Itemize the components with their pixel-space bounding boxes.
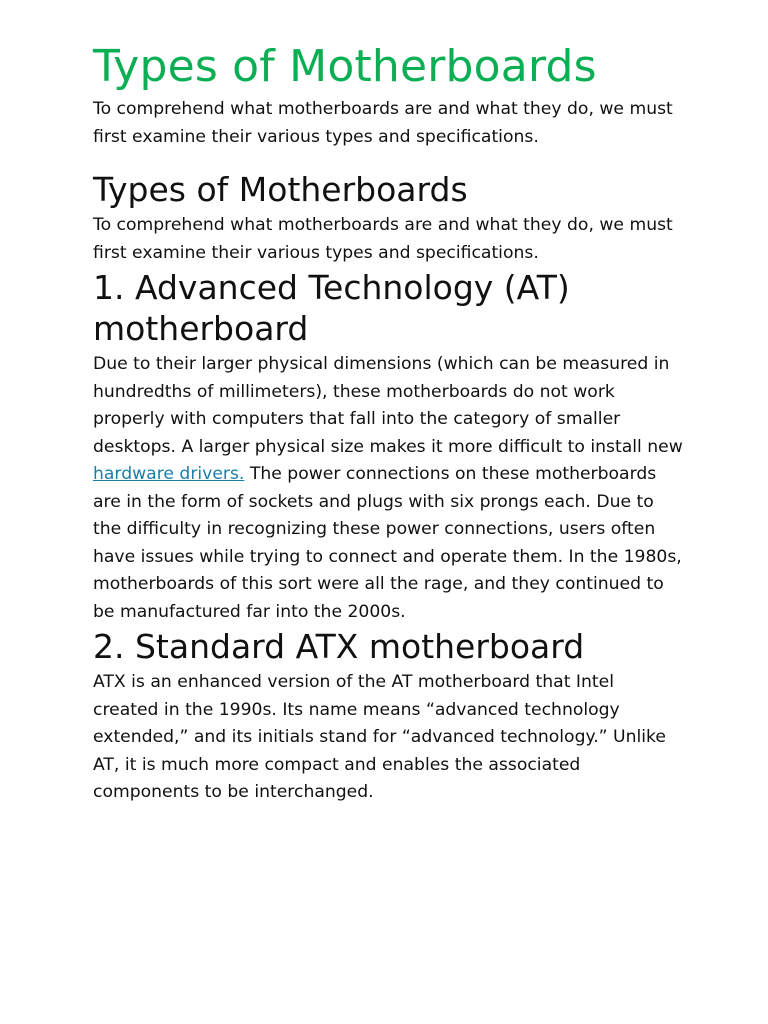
section-heading-at: 1. Advanced Technology (AT) motherboard xyxy=(93,268,570,348)
document-page xyxy=(93,38,683,807)
section-heading-atx: 2. Standard ATX motherboard xyxy=(93,627,585,666)
at-text-after-link: The power connections on these motherboards are in the form of sockets and plugs with six prongs each. Due to the difficulty in recognizing these power connections, users often have issues while trying to connect and operate them. In the 1980s, motherboards of this sort were all the rage, and they continued to be manufactured far into the 2000s. xyxy=(93,464,682,622)
page-title: Types of Motherboards xyxy=(93,41,597,92)
section-heading-types: Types of Motherboards xyxy=(93,170,468,209)
hardware-drivers-link[interactable]: hardware drivers. xyxy=(93,464,245,484)
atx-paragraph: ATX is an enhanced version of the AT motherboard that Intel created in the 1990s. Its name means “advanced technology extended,” and its initials stand for “advanced technology.” Unlike AT, it is much more compact and enables the associated components to be interchanged. xyxy=(93,672,666,802)
intro-paragraph: To comprehend what motherboards are and what they do, we must first examine their various types and specifications. xyxy=(93,99,673,147)
intro-paragraph-repeat: To comprehend what motherboards are and what they do, we must first examine their various types and specifications. xyxy=(93,215,673,263)
at-paragraph xyxy=(93,351,683,626)
at-text-before-link: Due to their larger physical dimensions (which can be measured in hundredths of millimeters), these motherboards do not work properly with computers that fall into the category of smaller desktops. A larger physical size makes it more difficult to install new xyxy=(93,354,683,457)
